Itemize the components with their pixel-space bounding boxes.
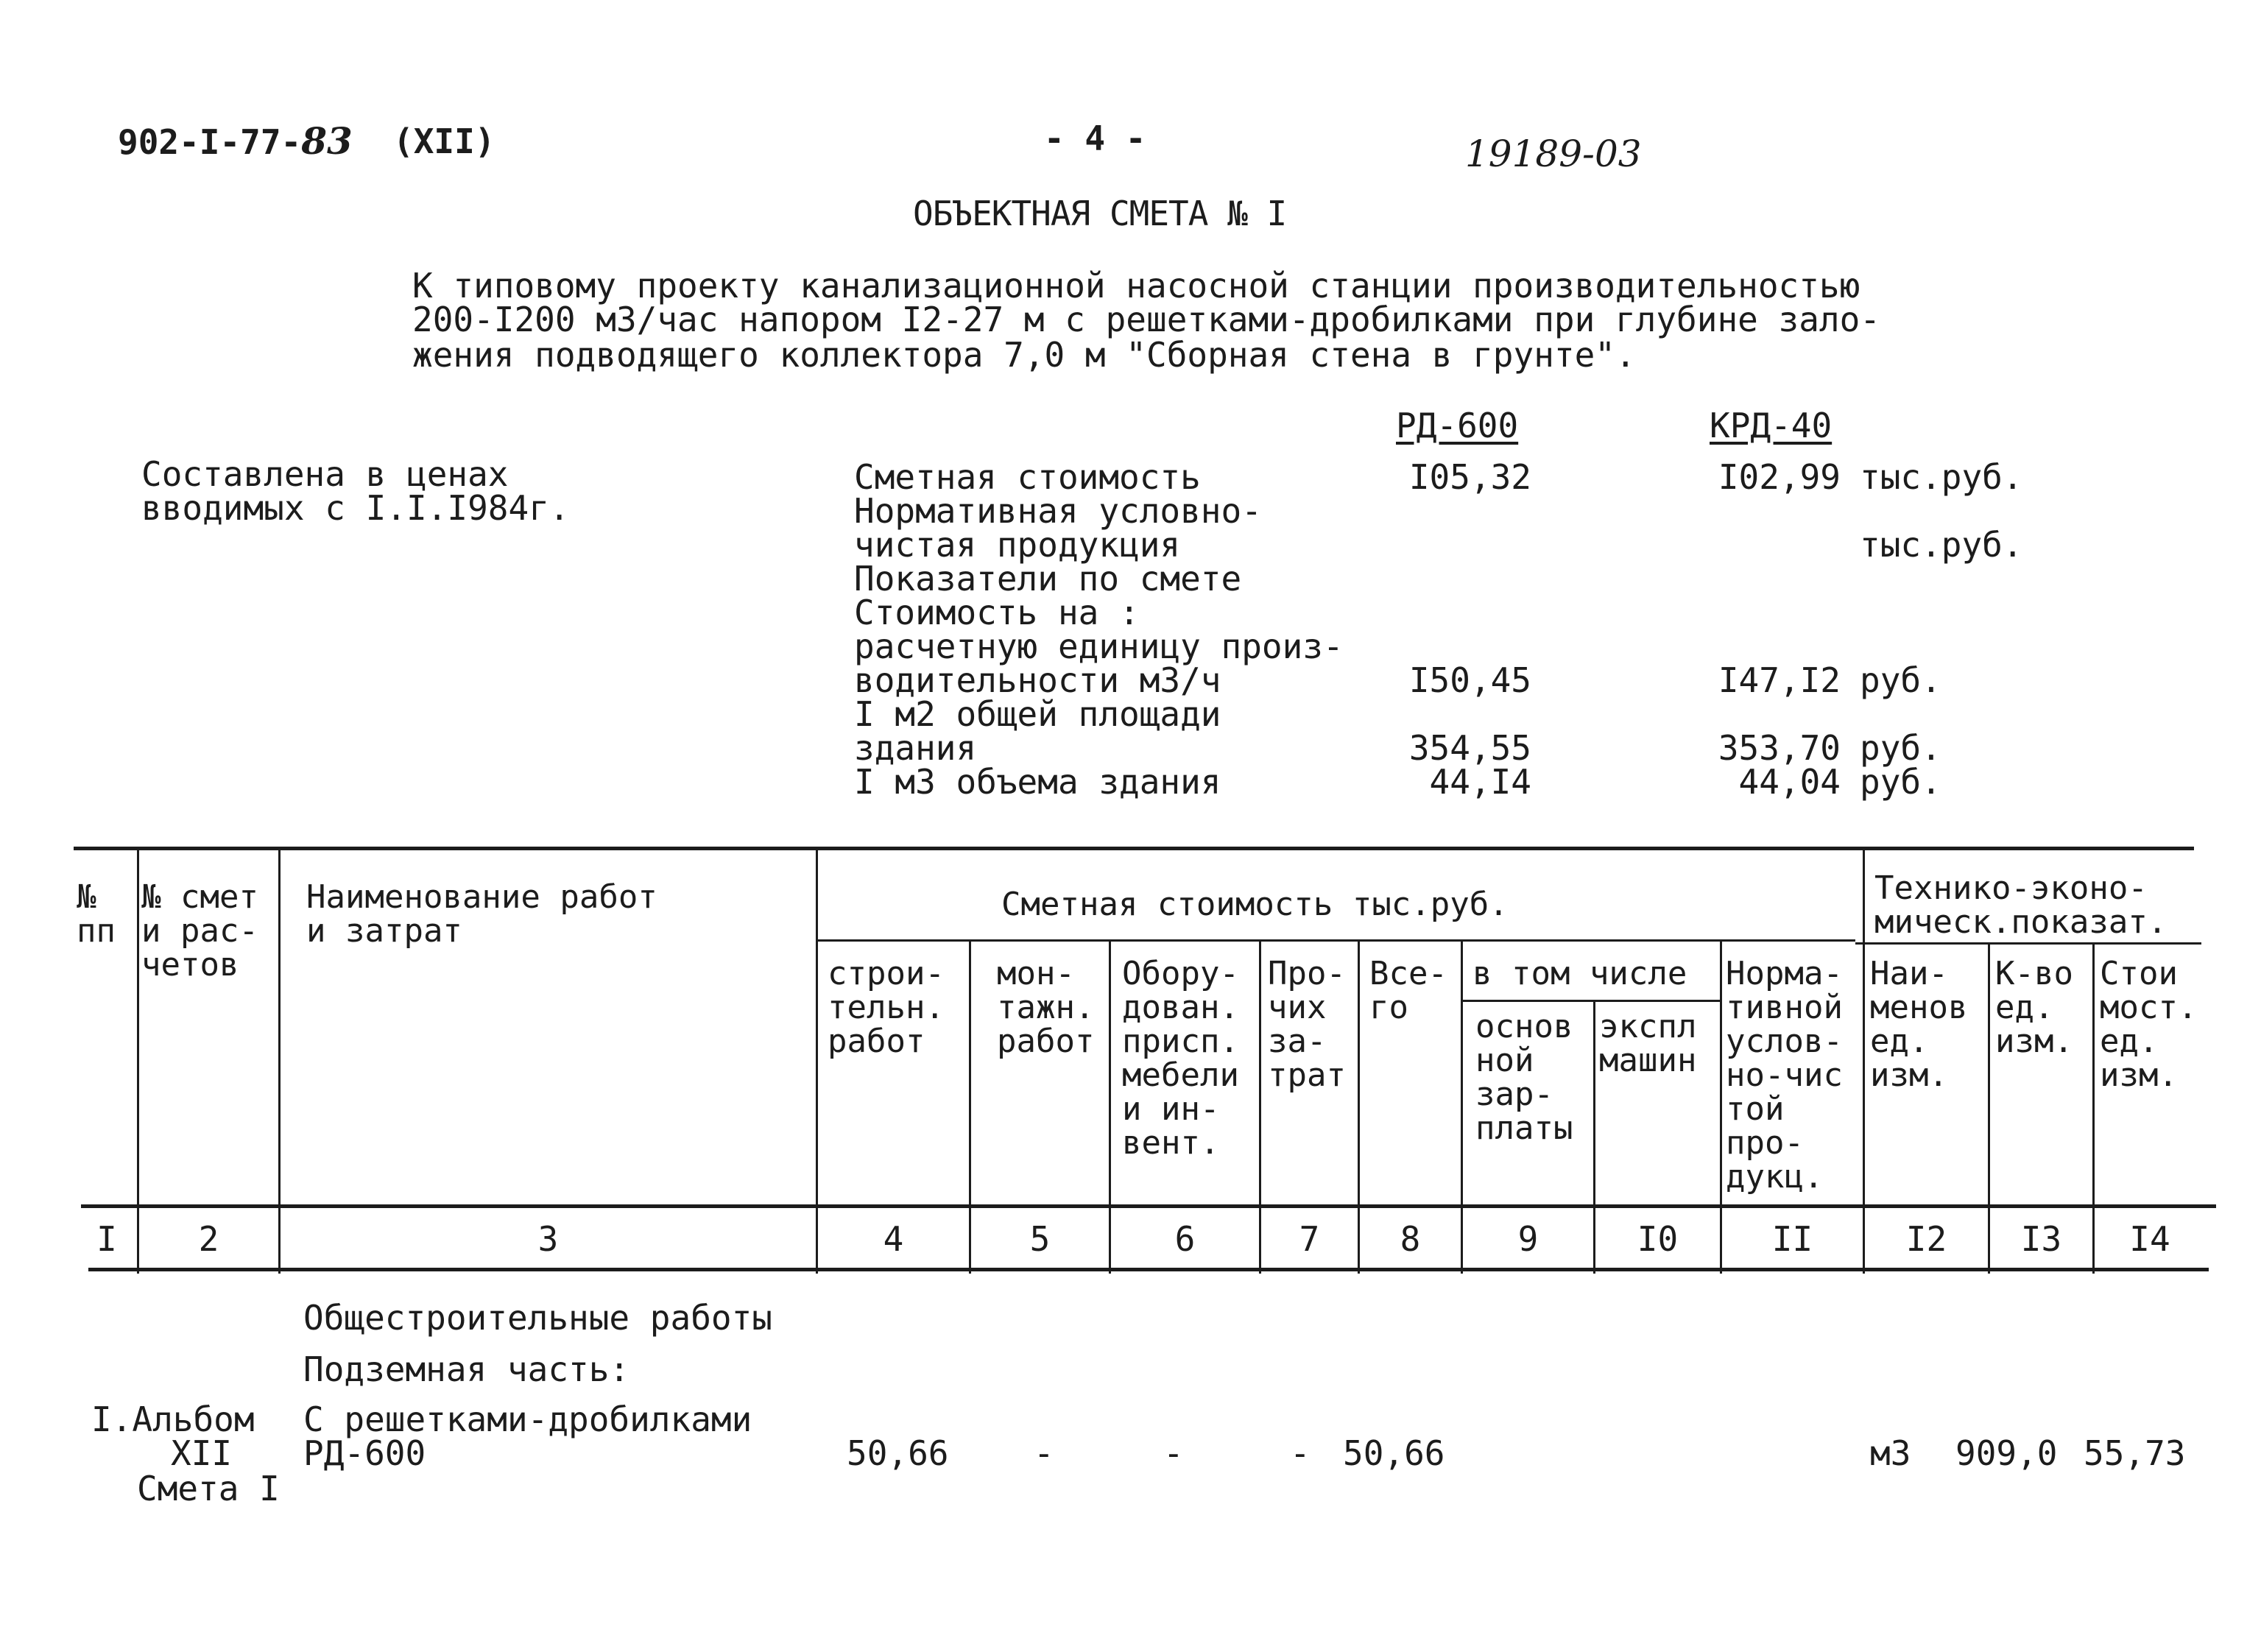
column-number: 6 xyxy=(1174,1219,1196,1259)
summary-value-rd600: I05,32 xyxy=(1408,457,1531,497)
description-line-1: К типовому проекту канализационной насосной станции производительностью xyxy=(412,266,1860,306)
column-number: I0 xyxy=(1637,1219,1679,1259)
row-cell-5: - xyxy=(1034,1433,1054,1473)
row-name-line-2: РД-600 xyxy=(303,1433,426,1473)
header-montazh: мон- тажн. работ xyxy=(997,955,1095,1060)
description-line-2: 200-I200 м3/час напором I2-27 м с решетками-дробилками при глубине зало- xyxy=(412,300,1880,339)
summary-value-krd40: 44,04 xyxy=(1738,762,1841,802)
column-number: I4 xyxy=(2129,1219,2170,1259)
row-cell-6: - xyxy=(1163,1433,1184,1473)
column-number: 9 xyxy=(1517,1219,1539,1259)
section-heading: Общестроительные работы xyxy=(303,1298,772,1338)
summary-value-krd40: I47,I2 xyxy=(1718,660,1841,700)
summary-unit: тыс.руб. xyxy=(1860,457,2023,497)
summary-unit: руб. xyxy=(1860,762,1941,802)
column-number: 5 xyxy=(1029,1219,1051,1259)
header-name: Наименование работ и затрат xyxy=(306,878,657,950)
column-number: 2 xyxy=(198,1219,219,1259)
summary-unit: руб. xyxy=(1860,660,1941,700)
row-cell-14: 55,73 xyxy=(2084,1433,2186,1473)
row-cell-12: м3 xyxy=(1870,1433,1911,1473)
summary-label: чистая продукция xyxy=(854,525,1181,565)
document-section: (XII) xyxy=(393,121,495,161)
header-cost-group: Сметная стоимость тыс.руб. xyxy=(1001,886,1509,923)
row-cell-13: 909,0 xyxy=(1955,1433,2058,1473)
summary-unit: тыс.руб. xyxy=(1860,525,2023,565)
column-number: I xyxy=(96,1219,117,1259)
header-vsego: Все- го xyxy=(1369,955,1447,1026)
column-number: 8 xyxy=(1400,1219,1421,1259)
section-subheading: Подземная часть: xyxy=(303,1349,630,1389)
summary-label: Показатели по смете xyxy=(854,559,1242,599)
summary-label: Нормативная условно- xyxy=(854,491,1262,531)
row-cell-7: - xyxy=(1290,1433,1311,1473)
row-smet-line-1: I.Альбом xyxy=(91,1399,255,1439)
summary-value-krd40: 353,70 xyxy=(1718,728,1841,768)
row-cell-8: 50,66 xyxy=(1343,1433,1445,1473)
header-smet: № смет и рас- четов xyxy=(141,878,258,984)
document-code: 902-I-77-83 xyxy=(118,119,353,163)
description-line-3: жения подводящего коллектора 7,0 м "Сборная стена в грунте". xyxy=(412,335,1636,375)
header-kvo: К-во ед. изм. xyxy=(1995,955,2073,1060)
header-stroit: строи- тельн. работ xyxy=(828,955,945,1060)
prices-note-line-2: вводимых с I.I.I984г. xyxy=(141,488,570,528)
column-number: 7 xyxy=(1299,1219,1320,1259)
summary-label: здания xyxy=(854,728,977,768)
column-number: I2 xyxy=(1905,1219,1947,1259)
header-oborud: Обору- дован. присп. мебели и ин- вент. xyxy=(1122,955,1239,1162)
header-pp: № пп xyxy=(77,878,116,950)
handwritten-number: 19189-03 xyxy=(1465,133,1642,175)
document-code-handwritten: 83 xyxy=(301,119,353,163)
summary-label: Стоимость на : xyxy=(854,593,1140,632)
header-prochie: Про- чих за- трат xyxy=(1268,955,1346,1094)
header-v-tom-chisle: в том числе xyxy=(1472,955,1687,992)
page-number: - 4 - xyxy=(1044,119,1146,158)
header-naimen: Наи- менов ед. изм. xyxy=(1870,955,1968,1094)
summary-label: I м3 объема здания xyxy=(854,762,1221,802)
prices-note-line-1: Составлена в ценах xyxy=(141,454,509,494)
column-number: 4 xyxy=(883,1219,904,1259)
summary-value-krd40: I02,99 xyxy=(1718,457,1841,497)
summary-unit: руб. xyxy=(1860,728,1941,768)
header-osnov: основ ной зар- платы xyxy=(1475,1008,1573,1147)
summary-header-krd40: КРД-40 xyxy=(1710,406,1833,445)
row-name-line-1: С решетками-дробилками xyxy=(303,1399,752,1439)
column-number: II xyxy=(1771,1219,1813,1259)
column-number: 3 xyxy=(537,1219,559,1259)
summary-label: I м2 общей площади xyxy=(854,694,1221,734)
header-norm: Норма- тивной услов- но-чис той про- дукц. xyxy=(1726,955,1843,1196)
summary-label: расчетную единицу произ- xyxy=(854,626,1344,666)
row-smet-line-3: Смета I xyxy=(137,1469,280,1508)
summary-label: водительности м3/ч xyxy=(854,660,1221,700)
row-cell-4: 50,66 xyxy=(847,1433,949,1473)
row-smet-line-2: XII xyxy=(171,1433,233,1473)
header-tech-group: Технико-эконо- мическ.показат. xyxy=(1874,869,2167,941)
summary-value-rd600: I50,45 xyxy=(1408,660,1531,700)
column-number: I3 xyxy=(2020,1219,2062,1259)
summary-value-rd600: 354,55 xyxy=(1408,728,1531,768)
header-stoim: Стои мост. ед. изм. xyxy=(2100,955,2198,1094)
summary-value-rd600: 44,I4 xyxy=(1429,762,1531,802)
summary-header-rd600: РД-600 xyxy=(1396,406,1519,445)
header-ekspl: экспл машин xyxy=(1599,1008,1697,1079)
page-title: ОБЪЕКТНАЯ СМЕТА № I xyxy=(913,194,1287,233)
summary-label: Сметная стоимость xyxy=(854,457,1201,497)
